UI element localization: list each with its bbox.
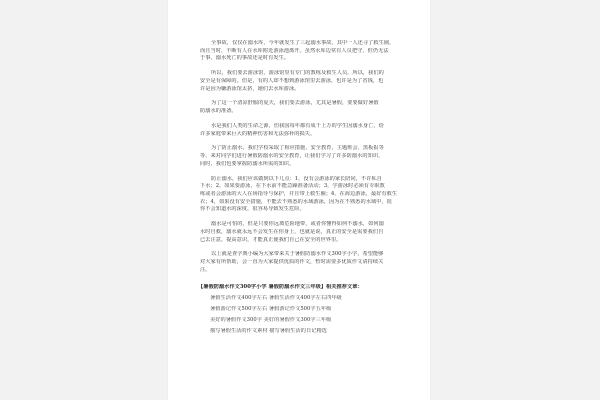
paragraph-line: 而且当时，不断有人在水库附近游泳池离开。虽然水库边常有人员把守，但仍无法 [200, 47, 389, 54]
paragraph-line: 已去注意，提高意识，才能真正使我们自己在安全的世界里。 [200, 236, 342, 243]
paragraph-line: 你不会知道水的深度，很容易导致发生危险。 [200, 206, 305, 213]
related-article-link[interactable]: 暑假游记作文500字左右 暑假游记作文500字五年级 [210, 305, 332, 312]
related-article-link[interactable]: 美好的暑假作文300字 美好的暑假作文300字三年级 [210, 316, 332, 323]
paragraph-line: 为了这一个清凉舒服的夏天，我们要去游泳，尤其是暑假，要要做好暑假 [211, 100, 379, 107]
paragraph-line: 衣；4，如果没有安全措施，不能去不熟悉的水域游泳，因为在不熟悉的水域中，很 [200, 198, 392, 205]
paragraph-line: 同时，我们也要掌握防溺水所需的知识。 [200, 160, 295, 167]
document-page [168, 0, 430, 400]
document-body [168, 0, 430, 400]
paragraph-line: 防止溺水，我们应该做到以下几点：1，没有会游泳的家长陪同，不许私自 [211, 175, 382, 182]
paragraph-line: 以上就是查字典小编为大家带来关于暑假防溺水作文300字小学，希望能够 [211, 251, 384, 258]
paragraph-line: 全事故，仅仅在溺水库，今年就发生了三起溺水事故，其中一人还寻了救生圈， [211, 40, 395, 46]
paragraph-line: 许是因为嫌游泳馆太挤，她们去水库游泳。 [200, 85, 300, 92]
paragraph-line: 下水；2，如果要游泳，在下水前不能急躁准备活动；3，学游泳时必须有专职教 [200, 183, 385, 190]
paragraph-line: 防溺水的准备。 [200, 108, 237, 115]
paragraph-line: 对大家有所帮助，会一直为大家提供优质的作文，暂时需要多优质作文请持续关 [200, 259, 384, 266]
paragraph-line: 所以，我们要去游泳馆，游泳馆里有专门的教练及救生人员，所以，我们的 [211, 70, 384, 77]
paragraph-line: 溺水是可怕的，但是只要你远离危险地带，或者你懂得如何不溺水，如何溺 [211, 221, 384, 228]
paragraph-line: 许多家庭带来巨大的精神伤害和无法弥补的损失。 [200, 130, 316, 137]
paragraph-line: 为了防止溺水，我们学校采取了相应措施，安全教育、主题班会、黑板报等 [211, 145, 384, 152]
paragraph-line: 水时自救，溺水就永远不会发生在你身上，也就是说，真正的安全是需要我们自 [200, 228, 384, 235]
related-articles-heading: 【暑假防溺水作文300字小学 暑假防溺水作文三年级】相关推荐文章： [198, 283, 363, 290]
paragraph-line: 等，来对同学们进行暑假防溺水的安全教育，让我们学习了许多防溺水的知识， [200, 153, 384, 160]
paragraph-line: 注。 [200, 266, 211, 273]
paragraph-line: 安全是有保障的。但是，有的人却不想到游泳馆里去游泳，也许是为了省钱，也 [200, 77, 384, 84]
paragraph-line: 于事，溺水死亡的事故还是时有发生。 [200, 55, 290, 62]
related-article-link[interactable]: 描写暑假生活的作文素材 描写暑假生活的日记精选 [210, 327, 327, 334]
paragraph-line: 水是我们人类的生命之源，但我国每年都有成千上万的学生因溺水身亡，给 [211, 122, 384, 129]
paragraph-line: 练或者会游泳的大人在场指导与保护，并且带上救生圈；4，在海边游泳，最好有救生 [200, 191, 398, 197]
related-article-link[interactable]: 暑假生活作文400字左右 暑假生活作文400字左右四年级 [210, 294, 342, 301]
